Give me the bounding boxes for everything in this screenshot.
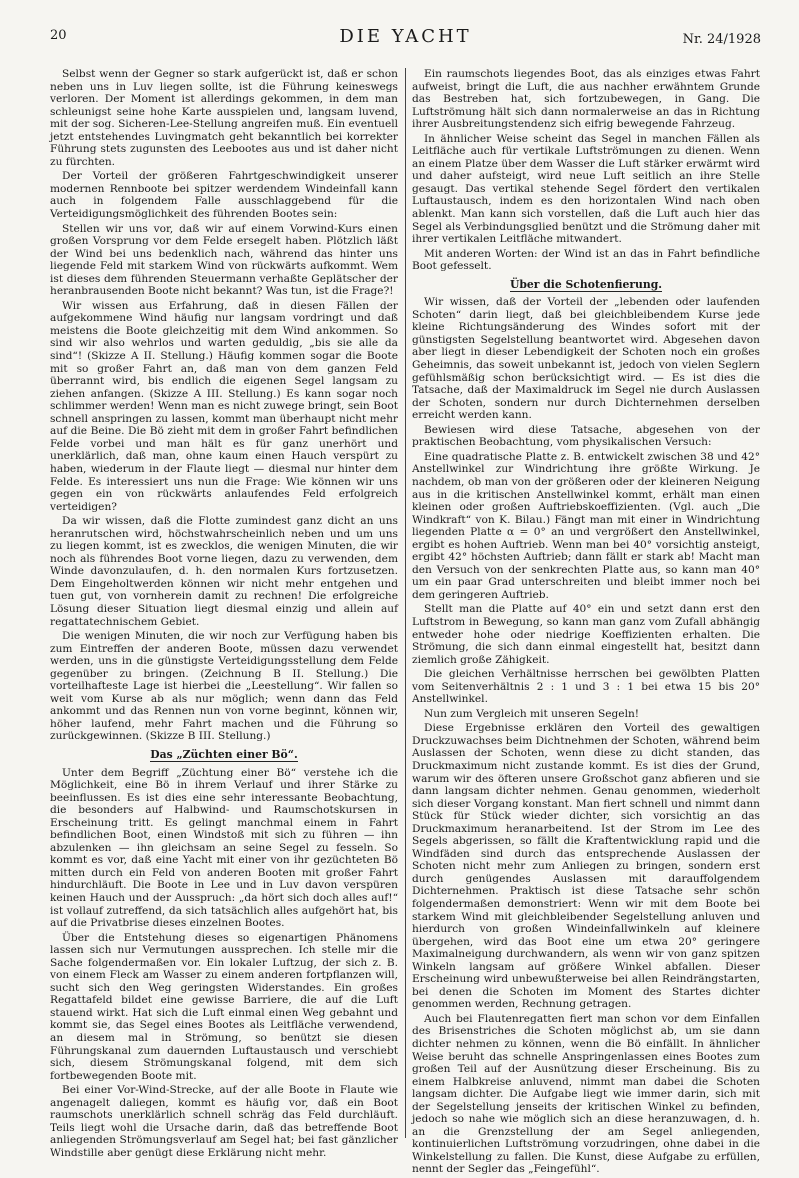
column-divider: [405, 68, 406, 1138]
section-heading: [50, 749, 398, 762]
section-heading-text: Über die Schotenfierung.: [509, 277, 663, 291]
paragraph: Nun zum Vergleich mit unseren Segeln!: [424, 707, 640, 720]
paragraph: Bewiesen wird diese Tatsache, abgesehen von der praktischen Beobachtung, vom physikalischen Versuch:: [412, 423, 760, 449]
paragraph: Stellt man die Platte auf 40° ein und setzt dann erst den Luftstrom in Bewegung, so kann man ganz vom Zufall abhängig entweder hohe oder niedrige Koeffizienten erhalten. Die Strömung, die sich dann einmal eingestellt hat, besitzt dann ziemlich große Zähigkeit.: [412, 603, 760, 666]
text-columns: [50, 68, 761, 1178]
section-heading-text: Das „Züchten einer Bö“.: [150, 747, 298, 761]
running-title: DIE YACHT: [339, 26, 472, 47]
paragraph: Selbst wenn der Gegner so stark aufgerückt ist, daß er schon neben uns in Luv liegen sollte, ist die Führung keineswegs verloren. Der Moment ist allerdings gekommen, in dem man schleunigst seine hohe Karte ausspielen und, langsam luvend, mit der sog. Sicheren-Lee-Stellung angreifen muß. Ein eventuell jetzt entstehendes Luvingmatch geht bekanntlich bei korrekter Führung stets zugunsten des Leebootes aus und ist daher nicht zu fürchten.: [50, 68, 398, 168]
paragraph: Die gleichen Verhältnisse herrschen bei gewölbten Platten vom Seitenverhältnis 2 : 1 und 3 : 1 bei etwa 15 bis 20° Anstellwinkel.: [412, 668, 760, 706]
paragraph: Der Vorteil der größeren Fahrtgeschwindigkeit unserer modernen Rennboote bei spitzer werdendem Windeinfall kann auch in folgendem Falle ausschlaggebend für die Verteidigungsmöglichkeit des führenden Bootes sein:: [50, 170, 398, 221]
paragraph: Ein raumschots liegendes Boot, das als einziges etwas Fahrt aufweist, bringt die Luft, die aus nachher erwähntem Grunde das Bestreben hat, sich fortzubewegen, in Gang. Die Luftströmung hält sich dann normalerweise an das in Richtung ihrer Ausbreitungstendenz sich eifrig bewegende Fahrzeug.: [412, 68, 760, 131]
issue-number: Nr. 24/1928: [682, 32, 761, 47]
paragraph: Diese Ergebnisse erklären den Vorteil des gewaltigen Druckzuwachses beim Dichtnehmen der Schoten, während beim Auslassen der Schoten, wenn diese zu dicht standen, das Druckmaximum nicht zustande kommt. Es ist dies der Grund, warum wir des öfteren unsere Großschot ganz abfieren und sie dann langsam dichter nehmen. Genau genommen, wiederholt sich dieser Vorgang konstant. Man fiert schnell und nimmt dann Stück für Stück wieder dichter, sich vorsichtig an das Druckmaximum heranarbeitend. Ist der Strom im Lee des Segels abgerissen, so fällt die Kraftentwicklung rapid und die Windfäden sind durch das entsprechende Auslassen der Schoten nicht mehr zum Anliegen zu bringen, sondern erst durch genügendes Auslassen mit darauffolgendem Dichternehmen. Praktisch ist diese Tatsache sehr schön folgendermaßen demonstriert: Wenn wir mit dem Boote bei starkem Wind mit gleichbleibender Segelstellung anluven und hierdurch von großen Windeinfallwinkeln auf kleinere übergehen, wird das Boot eine um etwa 20° geringere Maximalneigung durchwandern, als wenn wir von ganz spitzen Winkeln langsam auf größere Winkel abfallen. Dieser Erscheinung wird unbewußterweise bei allen Reindrängstarten, bei denen die Schoten im Moment des Startes dichter genommen werden, Rechnung getragen.: [412, 722, 760, 1011]
paragraph: Wir wissen, daß der Vorteil der „lebenden oder laufenden Schoten“ darin liegt, daß bei gleichbleibendem Kurse jede kleine Richtungsänderung des Windes sofort mit der günstigsten Segelstellung beantwortet wird. Abgesehen davon aber liegt in dieser Lebendigkeit der Schoten noch ein großes Geheimnis, das soweit unbekannt ist, jedoch von vielen Seglern gefühlsmäßig schon berücksichtigt wird. — Es ist dies die Tatsache, daß der Maximaldruck im Segel nie durch Auslassen der Schoten, sondern nur durch Dichternehmen derselben erreicht werden kann.: [412, 296, 760, 422]
paragraph: In ähnlicher Weise scheint das Segel in manchen Fällen als Leitfläche auch für vertikale Luftströmungen zu dienen. Wenn an einem Platze über dem Wasser die Luft stärker erwärmt wird und daher aufsteigt, wird neue Luft seitlich an ihre Stelle gesaugt. Das vertikal stehende Segel fördert den vertikalen Luftaustausch, indem es den horizontalen Wind nach oben ablenkt. Man kann sich vorstellen, daß die Luft auch hier das Segel als Verbindungsglied benützt und die Strömung daher mit ihrer vertikalen Leitfläche mitwandert.: [412, 132, 760, 246]
right-column: [412, 68, 760, 1178]
paragraph: Mit anderen Worten: der Wind ist an das in Fahrt befindliche Boot gefesselt.: [412, 247, 760, 273]
left-column: [50, 68, 398, 1178]
paragraph: Auch bei Flautenregatten fiert man schon vor dem Einfallen des Brisenstriches die Schoten möglichst ab, um sie dann dichter nehmen zu können, wenn die Bö einfällt. In ähnlicher Weise beruht das schnelle Anspringenlassen eines Bootes zum großen Teil auf der Ausnützung dieser Erscheinung. Bis zu einem Halbkreise anluvend, nimmt man dabei die Schoten langsam dichter. Die Aufgabe liegt wie immer darin, sich mit der Segelstellung jenseits der kritischen Winkel zu befinden, jedoch so nahe wie möglich sich an diese heranzuwagen, d. h. an die Grenzstellung der am Segel anliegenden, kontinuierlichen Luftströmung vorzudringen, ohne dabei in die Winkelstellung zu fallen. Die Kunst, diese Aufgabe zu erfüllen, nennt der Segler das „Feingefühl“.: [412, 1012, 760, 1176]
paragraph: Über die Entstehung dieses so eigenartigen Phänomens lassen sich nur Vermutungen aussprechen. Ich stelle mir die Sache folgendermaßen vor. Ein lokaler Luftzug, der sich z. B. von einem Fleck am Wasser zu einem anderen fortpflanzen will, sucht sich den Weg geringsten Widerstandes. Ein großes Regattafeld bildet eine gewisse Barriere, die auf die Luft stauend wirkt. Hat sich die Luft einmal einen Weg gebahnt und kommt sie, das Segel eines Bootes als Leitfläche verwendend, an diesem mal in Strömung, so benützt sie diesen Führungskanal zum dauernden Luftaustausch und verschiebt sich, diesem Strömungskanal folgend, mit dem sich fortbewegenden Boote mit.: [50, 931, 398, 1082]
paragraph: Eine quadratische Platte z. B. entwickelt zwischen 38 und 42° Anstellwinkel zur Windrichtung ihre größte Wirkung. Je nachdem, ob man von der größeren oder der kleineren Neigung aus in die kritischen Anstellwinkel kommt, erhält man einen kleinen oder großen Auftriebskoeffizienten. (Vgl. auch „Die Windkraft“ von K. Bilau.) Fängt man mit einer in Windrichtung liegenden Platte α = 0° an und vergrößert den Anstellwinkel, ergibt es hohen Auftrieb. Wenn man bei 40° vorsichtig ansteigt, ergibt 42° höchsten Auftrieb; dann fällt er stark ab! Macht man den Versuch von der senkrechten Platte aus, so kann man 40° um ein paar Grad unterschreiten und bleibt immer noch bei dem geringeren Auftrieb.: [412, 450, 760, 601]
paragraph: Wir wissen aus Erfahrung, daß in diesen Fällen der aufgekommene Wind häufig nur langsam vordringt und daß meistens die Boote gleichzeitig mit dem Wind ankommen. So sind wir also wehrlos und warten geduldig, „bis sie alle da sind“! (Skizze A II. Stellung.) Häufig kommen sogar die Boote mit so großer Fahrt an, daß man von dem ganzen Feld überrannt wird, bis endlich die eigenen Segel langsam zu ziehen anfangen. (Skizze A III. Stellung.) Es kann sogar noch schlimmer werden! Wenn man es nicht zuwege bringt, sein Boot schnell anspringen zu lassen, kommt man überhaupt nicht mehr auf die Beine. Die Bö zieht mit dem in großer Fahrt befindlichen Felde vorbei und man hält es für ganz unerhört und unerklärlich, daß man, ohne kaum einen Hauch verspürt zu haben, wiederum in der Flaute liegt — diesmal nur hinter dem Felde. Es interessiert uns nun die Frage: Wie können wir uns gegen ein von rückwärts anlaufendes Feld erfolgreich verteidigen?: [50, 299, 398, 513]
paragraph: Unter dem Begriff „Züchtung einer Bö“ verstehe ich die Möglichkeit, eine Bö in ihrem Verlauf und ihrer Stärke zu beeinflussen. Es ist dies eine sehr interessante Beobachtung, die besonders auf Halbwind- und Raumschotskursen in Erscheinung tritt. Es gelingt manchmal einem in Fahrt befindlichen Boot, einen Windstoß mit sich zu führen — ihn abzulenken — ihn gleichsam an seine Segel zu fesseln. So kommt es vor, daß eine Yacht mit einer von ihr gezüchteten Bö mitten durch ein Feld von anderen Booten mit großer Fahrt hindurchläuft. Die Boote in Lee und in Luv davon verspüren keinen Hauch und der Ausspruch: „da hört sich doch alles auf!“ ist vollauf zutreffend, da sich tatsächlich alles aufgehört hat, bis auf die Privatbrise dieses einzelnen Bootes.: [50, 766, 398, 930]
page-number: 20: [50, 28, 67, 43]
paragraph: Stellen wir uns vor, daß wir auf einem Vorwind-Kurs einen großen Vorsprung vor dem Felde ersegelt haben. Plötzlich läßt der Wind bei uns bedenklich nach, während das hinter uns liegende Feld mit starkem Wind von rückwärts aufkommt. Wem ist dieses dem führenden Steuermann verhaßte Geplätscher der heranbrausenden Boote nicht bekannt? Was tun, ist die Frage?!: [50, 222, 398, 298]
paragraph: Da wir wissen, daß die Flotte zumindest ganz dicht an uns heranrutschen wird, höchstwahrscheinlich neben und um uns zu liegen kommt, ist es zwecklos, die wenigen Minuten, die wir noch als führendes Boot vorne liegen, dazu zu verwenden, dem Winde davonzulaufen, d. h. den normalen Kurs fortzusetzen. Dem Eingeholtwerden können wir nicht mehr entgehen und tuen gut, von vornherein damit zu rechnen! Die erfolgreiche Lösung dieser Situation liegt diesmal einzig und allein auf regattatechnischem Gebiet.: [50, 515, 398, 628]
section-heading: [412, 279, 760, 292]
paragraph: Bei einer Vor-Wind-Strecke, auf der alle Boote in Flaute wie angenagelt daliegen, kommt es häufig vor, daß ein Boot raumschots unerklärlich schnell schräg das Feld durchläuft. Teils liegt wohl die Ursache darin, daß das betreffende Boot anliegenden Strömungsverlauf am Segel hat; bei fast gänzlicher Windstille aber genügt diese Erklärung nicht mehr.: [50, 1084, 398, 1159]
page-header: [50, 28, 761, 68]
paragraph: Die wenigen Minuten, die wir noch zur Verfügung haben bis zum Eintreffen der anderen Boote, müssen dazu verwendet werden, uns in die günstigste Verteidigungsstellung dem Felde gegenüber zu bringen. (Zeichnung B II. Stellung.) Die vorteilhafteste Lage ist hierbei die „Leestellung“. Wir fallen so weit vom Kurse ab als nur möglich; wenn dann das Feld ankommt und das Rennen nun von vorne beginnt, können wir, höher laufend, mehr Fahrt machen und die Führung so zurückgewinnen. (Skizze B III. Stellung.): [50, 630, 398, 743]
